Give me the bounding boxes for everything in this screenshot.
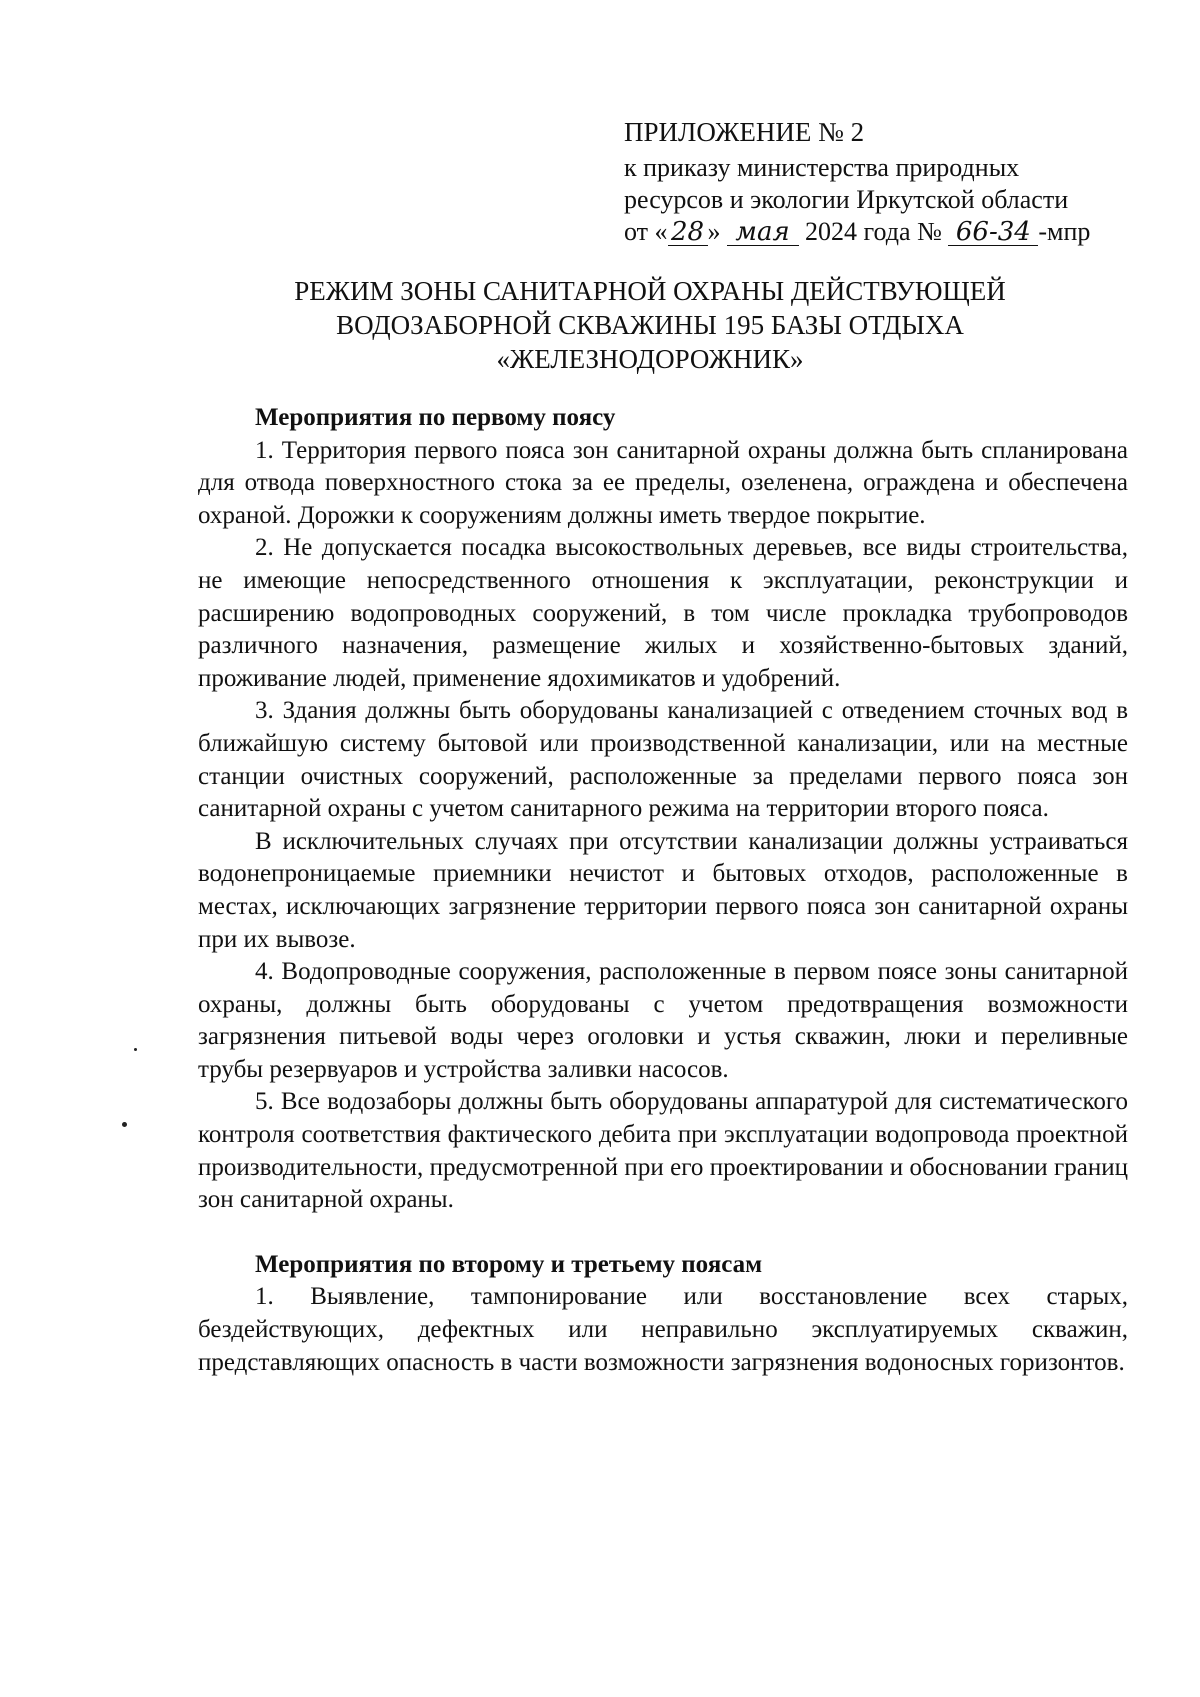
document-body <box>198 402 1128 1379</box>
appendix-line-2: ресурсов и экологии Иркутской области <box>624 185 1069 214</box>
handwritten-day: 28 <box>668 219 708 246</box>
section-1-paragraph: 1. Территория первого пояса зон санитарной охраны должна быть спланирована для отвода поверхностного стока за ее пределы, озеленена, ограждена и обеспечена охраной. Дорожки к сооружениям должны иметь твердое покрытие. <box>198 436 1128 529</box>
section-2-heading: Мероприятия по второму и третьему поясам <box>255 1250 763 1278</box>
order-suffix: -мпр <box>1038 217 1091 246</box>
title-line-2: ВОДОЗАБОРНОЙ СКВАЖИНЫ 195 БАЗЫ ОТДЫХА <box>336 310 964 340</box>
section-1-paragraph: 4. Водопроводные сооружения, расположенные в первом поясе зоны санитарной охраны, должны быть оборудованы с учетом предотвращения возможности загрязнения питьевой воды через оголовки и устья скважин, люки и переливные трубы резервуаров и устройства заливки насосов. <box>198 958 1128 1083</box>
section-1-paragraph: 5. Все водозаборы должны быть оборудованы аппаратурой для систематического контроля соответствия фактического дебита при эксплуатации водопровода проектной производительности, предусмотренной при его проектировании и обосновании границ зон санитарной охраны. <box>198 1088 1128 1214</box>
section-1-paragraph: 3. Здания должны быть оборудованы канализацией с отведением сточных вод в ближайшую систему бытовой или производственной канализации, или на местные станции очистных сооружений, расположенные за пределами первого пояса зон санитарной охраны с учетом санитарного режима на территории второго пояса. <box>198 697 1128 823</box>
date-prefix: от « <box>624 217 668 246</box>
title-line-1: РЕЖИМ ЗОНЫ САНИТАРНОЙ ОХРАНЫ ДЕЙСТВУЮЩЕЙ <box>294 276 1006 306</box>
document-title <box>240 274 1060 376</box>
handwritten-month: мая <box>727 219 799 246</box>
scan-speck <box>122 1122 127 1127</box>
appendix-title: ПРИЛОЖЕНИЕ № 2 <box>624 117 865 147</box>
section-1-paragraph: 2. Не допускается посадка высокоствольных деревьев, все виды строительства, не имеющие непосредственного отношения к эксплуатации, реконструкции и расширению водопроводных сооружений, в том числе прокладка трубопроводов различного назначения, размещение жилых и хозяйственно-бытовых зданий, проживание людей, применение ядохимикатов и удобрений. <box>198 534 1128 692</box>
date-year: 2024 года № <box>805 217 942 246</box>
section-2-paragraph: 1. Выявление, тампонирование или восстановление всех старых, бездействующих, дефектных или неправильно эксплуатируемых скважин, представляющих опасность в части возможности загрязнения водоносных горизонтов. <box>198 1283 1128 1376</box>
handwritten-order-number: 66-34 <box>948 219 1038 246</box>
title-line-3: «ЖЕЛЕЗНОДОРОЖНИК» <box>496 344 804 374</box>
appendix-line-1: к приказу министерства природных <box>624 153 1020 182</box>
section-1-paragraph: В исключительных случаях при отсутствии канализации должны устраиваться водонепроницаемые приемники нечистот и бытовых отходов, расположенные в местах, исключающих загрязнение территории первого пояса зон санитарной охраны при их вывозе. <box>198 827 1128 953</box>
section-1-heading: Мероприятия по первому поясу <box>255 404 616 431</box>
date-mid: » <box>707 217 721 246</box>
appendix-reference <box>624 116 1144 248</box>
appendix-date-line <box>624 216 1144 248</box>
scan-speck <box>134 1048 137 1051</box>
